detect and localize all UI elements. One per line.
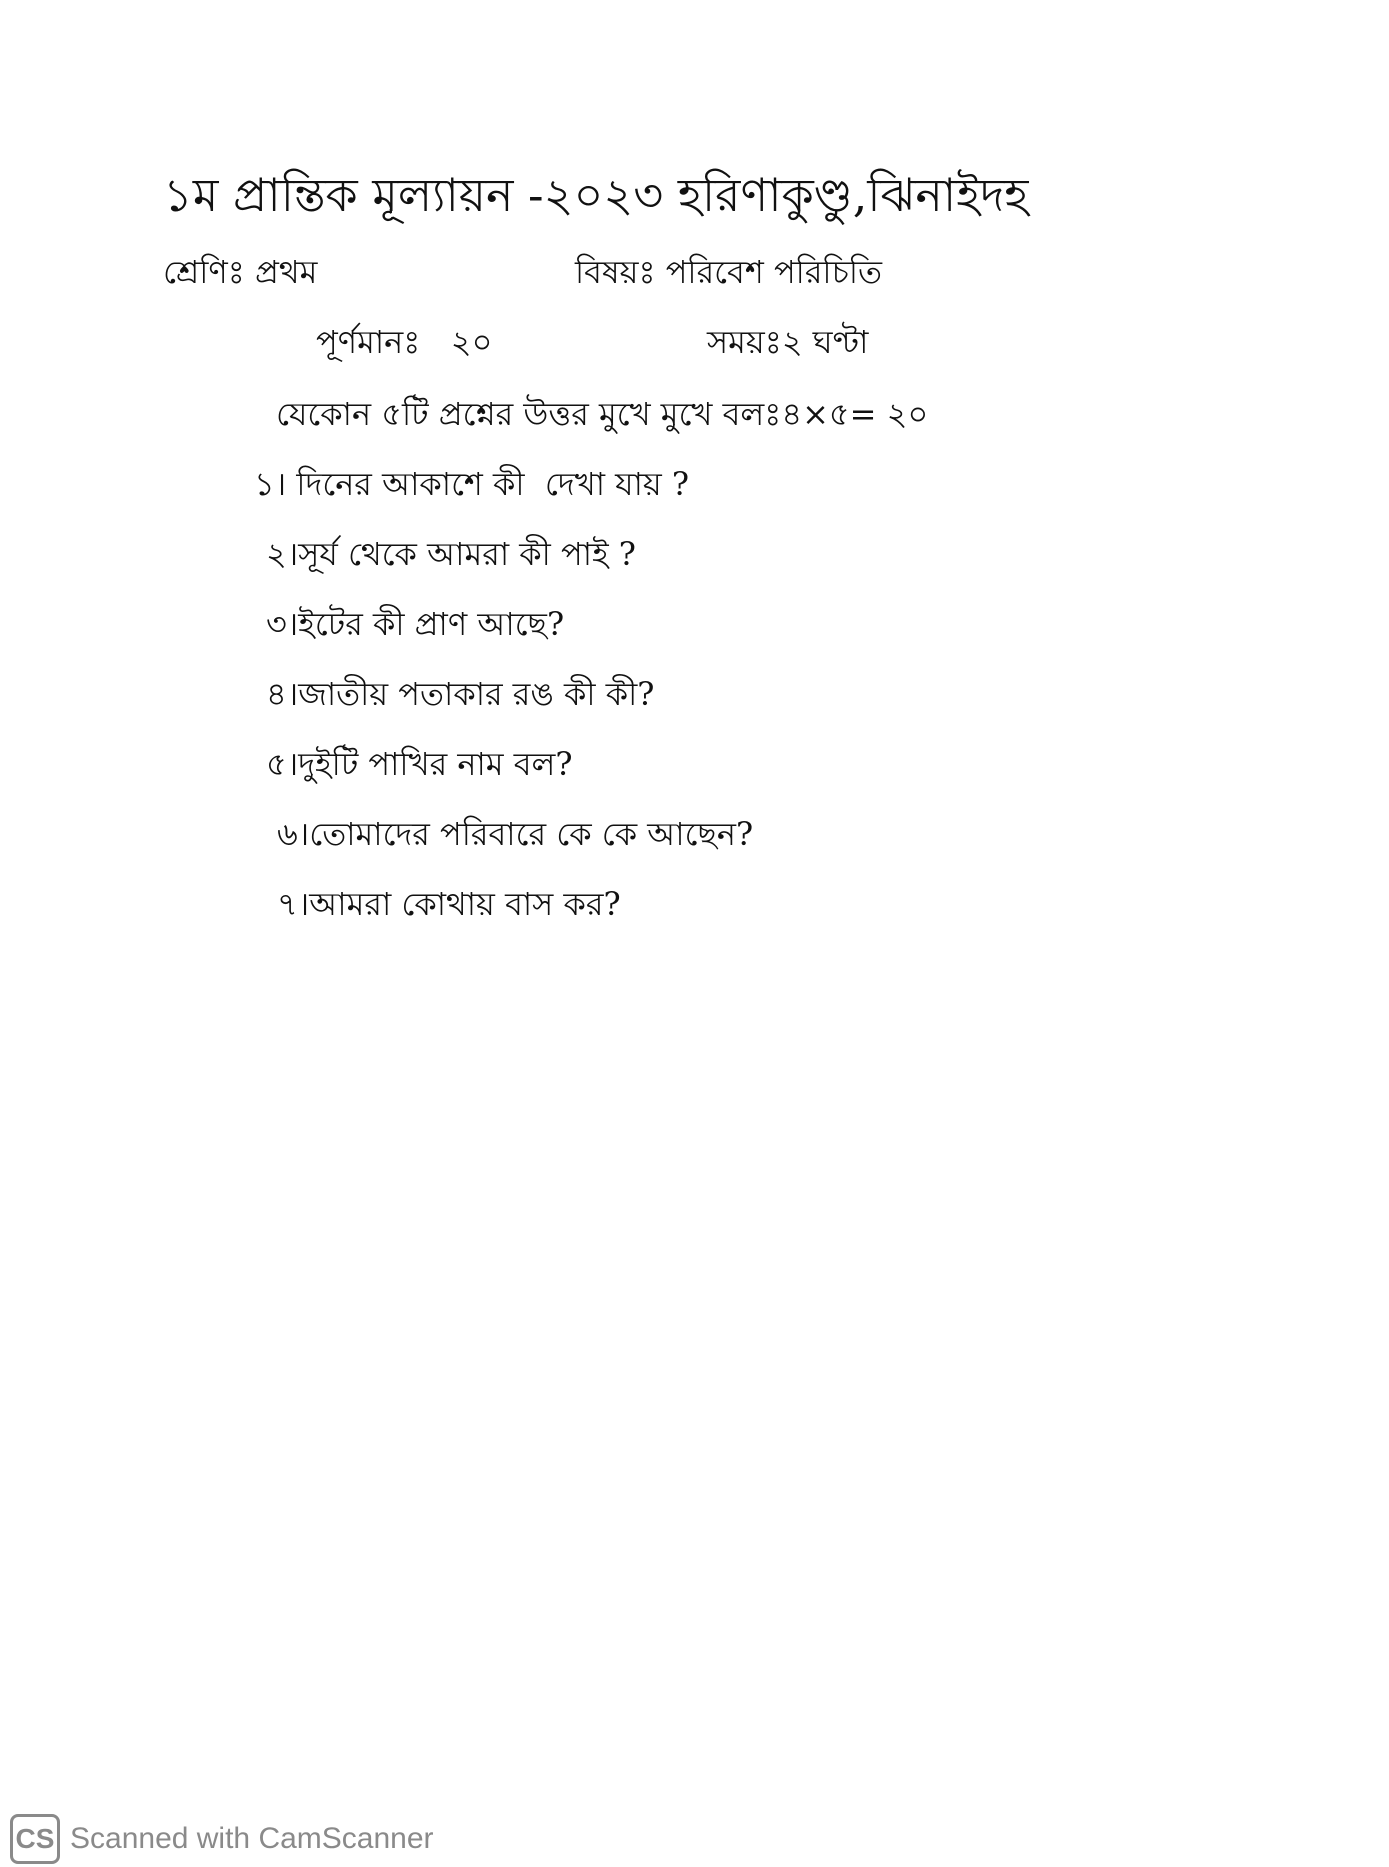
subject-label: বিষয়ঃ পরিবেশ পরিচিতি [575, 253, 883, 291]
camscanner-watermark [10, 1814, 434, 1864]
question-4: ৪।জাতীয় পতাকার রঙ কী কী? [266, 675, 655, 713]
exam-title: ১ম প্রান্তিক মূল্যায়ন -২০২৩ হরিণাকুণ্ডু,ঝিনাইদহ [163, 168, 1029, 222]
question-2: ২।সূর্য থেকে আমরা কী পাই ? [266, 535, 636, 573]
question-1: ১। দিনের আকাশে কী দেখা যায় ? [254, 465, 690, 503]
question-3: ৩।ইটের কী প্রাণ আছে? [266, 605, 565, 643]
class-label: শ্রেণিঃ প্রথম [163, 253, 318, 291]
camscanner-logo-icon: CS [10, 1814, 60, 1864]
time-label: সময়ঃ২ ঘণ্টা [707, 323, 869, 361]
instruction-text: যেকোন ৫টি প্রশ্নের উত্তর মুখে মুখে বলঃ৪×৫= ২০ [276, 395, 929, 433]
question-5: ৫।দুইটি পাখির নাম বল? [266, 745, 573, 783]
full-marks-label: পূর্ণমানঃ ২০ [316, 323, 493, 361]
question-6: ৬।তোমাদের পরিবারে কে কে আছেন? [277, 815, 754, 853]
question-7: ৭।আমরা কোথায় বাস কর? [277, 885, 621, 923]
watermark-text: Scanned with CamScanner [70, 1822, 434, 1855]
